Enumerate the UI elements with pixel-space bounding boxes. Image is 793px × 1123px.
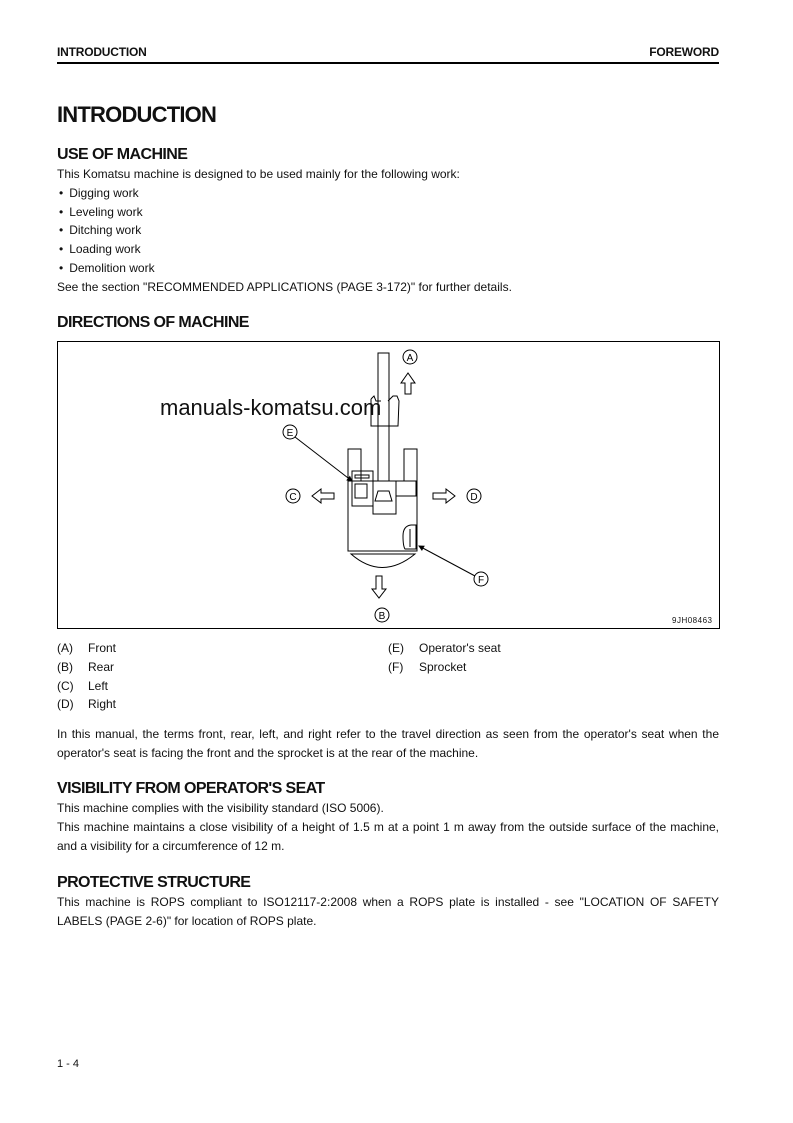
arrow-front-icon [401,373,415,394]
leader-line-seat [295,437,352,481]
legend-item: (A) Front [57,641,117,655]
list-item: • Digging work [57,184,719,203]
heading-protective-structure: PROTECTIVE STRUCTURE [57,874,251,891]
visibility-line-1: This machine complies with the visibility standard (ISO 5006). [57,801,384,815]
header-section-left: INTRODUCTION [57,45,147,59]
callout-a: A [406,353,414,364]
header-rule [57,62,719,64]
list-item: • Loading work [57,240,719,259]
arrow-left-icon [312,489,334,503]
arrow-rear-icon [372,576,386,598]
callout-e: E [286,428,294,439]
directions-paragraph: In this manual, the terms front, rear, left, and right refer to the travel direction as seen from the operator's seat when the operator's seat is facing the front and the sprocket is at the rear of the machine. [57,727,719,760]
list-item: • Ditching work [57,221,719,240]
use-of-machine-section [57,165,719,297]
legend-left [57,639,116,714]
legend-item: (E) Operator's seat [388,641,501,655]
list-item: • Demolition work [57,259,719,278]
legend-item: (B) Rear [57,659,115,674]
machine-direction-figure [57,341,720,629]
legend-item: (C) Left [57,678,109,693]
callout-b: B [378,611,386,622]
counterweight-shape [351,554,415,568]
heading-use-of-machine: USE OF MACHINE [57,146,188,163]
intro-text: This Komatsu machine is designed to be used mainly for the following work: [57,167,460,181]
heading-directions: DIRECTIONS OF MACHINE [57,314,249,331]
protective-text: This machine is ROPS compliant to ISO12117-2:2008 when a ROPS plate is installed - see "LOCATION OF SAFETY LABELS (PAGE 2-6)" for location of ROPS plate. [57,895,719,928]
callout-d: D [470,492,478,503]
reference-note: See the section "RECOMMENDED APPLICATIONS (PAGE 3-172)" for further details. [57,279,512,294]
header-section-right: FOREWORD [649,45,719,59]
figure-code: 9JH08463 [672,616,713,625]
legend-item: (D) Right [57,697,117,712]
arrow-right-icon [433,489,455,503]
heading-visibility: VISIBILITY FROM OPERATOR'S SEAT [57,780,325,797]
page-number: 1 - 4 [57,1058,80,1070]
callout-c: C [289,492,297,503]
watermark-text: manuals-komatsu.com [160,395,382,420]
machine-top-view-diagram [58,342,719,628]
visibility-line-2: This machine maintains a close visibility of a height of 1.5 m at a point 1 m away from the outside surface of the machine, and a visibility for a circumference of 12 m. [57,820,719,853]
legend-item: (F) Sprocket [388,659,467,674]
legend-right [388,639,501,677]
leader-line-sprocket [419,546,475,576]
list-item: • Leveling work [57,203,719,222]
callout-f: F [477,575,485,586]
page-title: INTRODUCTION [57,102,217,127]
